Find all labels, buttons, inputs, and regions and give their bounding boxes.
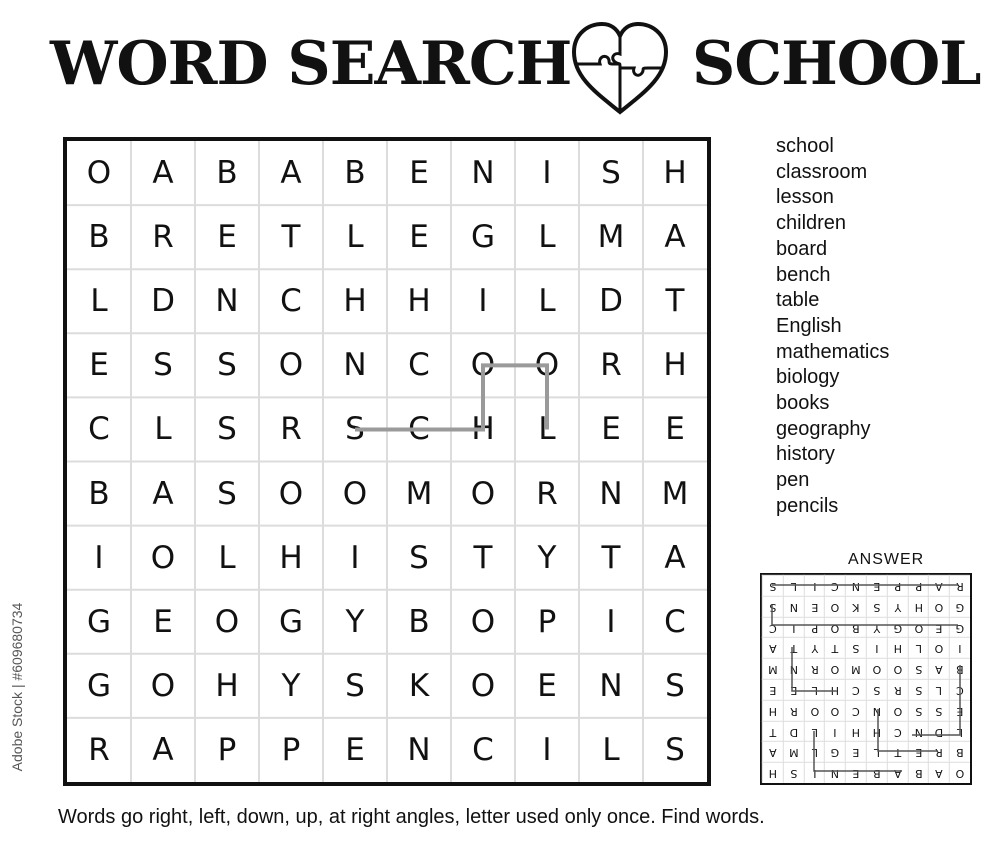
- grid-cell[interactable]: Y: [537, 539, 557, 576]
- answer-cell: E: [783, 679, 804, 700]
- answer-cell: N: [908, 721, 929, 742]
- word-list-item: school: [776, 135, 834, 157]
- answer-cell: R: [804, 658, 825, 679]
- grid-cell[interactable]: B: [408, 603, 430, 640]
- grid-cell[interactable]: O: [470, 347, 496, 384]
- grid-cell[interactable]: G: [86, 603, 112, 640]
- answer-cell: G: [887, 617, 908, 638]
- grid-cell[interactable]: E: [537, 667, 557, 704]
- grid-cell[interactable]: R: [152, 219, 174, 256]
- answer-cell: T: [762, 721, 783, 742]
- grid-cell[interactable]: L: [602, 731, 620, 768]
- answer-cell: I: [949, 637, 970, 658]
- answer-cell: O: [887, 658, 908, 679]
- grid-cell[interactable]: H: [471, 411, 495, 448]
- grid-cell[interactable]: T: [473, 539, 493, 576]
- answer-cell: I: [824, 721, 845, 742]
- grid-cell[interactable]: G: [470, 219, 496, 256]
- grid-cell[interactable]: A: [152, 731, 174, 768]
- answer-cell: L: [928, 679, 949, 700]
- grid-cell[interactable]: S: [409, 539, 429, 576]
- answer-cell: I: [783, 617, 804, 638]
- grid-cell[interactable]: E: [89, 347, 109, 384]
- word-list-item: pencils: [776, 494, 839, 517]
- word-list-item: lesson: [776, 186, 834, 209]
- grid-cell[interactable]: A: [664, 219, 686, 256]
- answer-cell: H: [762, 762, 783, 783]
- answer-cell: N: [845, 575, 866, 596]
- grid-cell[interactable]: L: [538, 219, 556, 256]
- grid-cell[interactable]: I: [542, 731, 552, 768]
- grid-cell[interactable]: A: [280, 155, 302, 192]
- grid-cell[interactable]: R: [536, 475, 558, 512]
- title-school: SCHOOL: [692, 29, 981, 99]
- grid-cell[interactable]: L: [154, 411, 172, 448]
- answer-cell: G: [824, 741, 845, 762]
- grid-cell[interactable]: L: [538, 411, 556, 448]
- grid-cell[interactable]: E: [217, 219, 237, 256]
- grid-cell[interactable]: R: [600, 347, 622, 384]
- grid-cell[interactable]: K: [408, 667, 430, 704]
- answer-cell: E: [762, 679, 783, 700]
- answer-cell: S: [866, 679, 887, 700]
- grid-cell[interactable]: Y: [281, 667, 301, 704]
- answer-cell: O: [887, 700, 908, 721]
- grid-cell[interactable]: B: [344, 155, 366, 192]
- answer-cell: C: [845, 679, 866, 700]
- grid-cell[interactable]: O: [278, 347, 304, 384]
- grid-cell[interactable]: I: [94, 539, 104, 576]
- answer-cell: O: [866, 658, 887, 679]
- grid-cell[interactable]: L: [90, 283, 108, 320]
- answer-cell: H: [762, 700, 783, 721]
- grid-cell[interactable]: G: [278, 603, 304, 640]
- grid-cell[interactable]: A: [664, 539, 686, 576]
- grid-cell[interactable]: C: [664, 603, 686, 640]
- answer-cell: N: [824, 762, 845, 783]
- answer-cell: E: [845, 741, 866, 762]
- grid-cell[interactable]: I: [350, 539, 360, 576]
- grid-cell[interactable]: S: [665, 667, 685, 704]
- grid-cell[interactable]: C: [408, 411, 430, 448]
- word-list: [776, 134, 976, 520]
- grid-cell[interactable]: S: [665, 731, 685, 768]
- answer-cell: M: [845, 658, 866, 679]
- answer-cell: R: [887, 679, 908, 700]
- grid-cell[interactable]: I: [606, 603, 616, 640]
- answer-cell: H: [866, 721, 887, 742]
- word-list-item: mathematics: [776, 340, 890, 363]
- answer-grid: [760, 573, 972, 785]
- answer-cell: N: [866, 700, 887, 721]
- grid-cell[interactable]: C: [88, 411, 110, 448]
- grid-cell[interactable]: O: [470, 667, 496, 704]
- grid-cell[interactable]: P: [537, 603, 557, 640]
- answer-cell: O: [928, 596, 949, 617]
- answer-cell: E: [949, 700, 970, 721]
- grid-cell[interactable]: O: [534, 347, 560, 384]
- grid-cell[interactable]: T: [281, 219, 301, 256]
- answer-cell: C: [762, 617, 783, 638]
- grid-cell[interactable]: S: [153, 347, 173, 384]
- answer-cell: B: [949, 741, 970, 762]
- grid-cell[interactable]: N: [599, 667, 623, 704]
- grid-cell[interactable]: N: [407, 731, 431, 768]
- answer-cell: C: [845, 700, 866, 721]
- answer-cell: R: [928, 741, 949, 762]
- grid-cell[interactable]: M: [597, 219, 625, 256]
- answer-cell: N: [783, 596, 804, 617]
- grid-cell[interactable]: M: [661, 475, 689, 512]
- answer-cell: M: [762, 658, 783, 679]
- word-search-grid: [63, 137, 711, 786]
- answer-cell: E: [908, 741, 929, 762]
- answer-cell: O: [824, 700, 845, 721]
- puzzle-heart-icon: [568, 18, 672, 118]
- word-list-item: children: [776, 212, 847, 235]
- answer-cell: B: [845, 617, 866, 638]
- grid-cell[interactable]: S: [601, 155, 621, 192]
- grid-cell[interactable]: S: [217, 347, 237, 384]
- answer-cell: C: [887, 721, 908, 742]
- grid-cell[interactable]: O: [150, 539, 176, 576]
- answer-cell: N: [783, 658, 804, 679]
- stock-watermark: Adobe Stock | #609680734: [9, 602, 25, 772]
- grid-cell[interactable]: B: [216, 155, 238, 192]
- grid-cell[interactable]: H: [215, 667, 239, 704]
- answer-cell: P: [908, 575, 929, 596]
- grid-cell[interactable]: C: [408, 347, 430, 384]
- grid-cell[interactable]: P: [217, 731, 237, 768]
- answer-cell: A: [762, 741, 783, 762]
- answer-cell: T: [824, 637, 845, 658]
- answer-cell: T: [783, 637, 804, 658]
- grid-cell[interactable]: T: [601, 539, 621, 576]
- grid-cell[interactable]: R: [88, 731, 110, 768]
- answer-letter-grid: [762, 575, 970, 783]
- answer-cell: A: [887, 762, 908, 783]
- grid-cell[interactable]: L: [538, 283, 556, 320]
- answer-cell: R: [949, 575, 970, 596]
- answer-cell: E: [866, 575, 887, 596]
- answer-cell: B: [908, 762, 929, 783]
- answer-cell: S: [762, 575, 783, 596]
- word-list-item: history: [776, 443, 835, 466]
- letter-grid: [67, 141, 707, 782]
- grid-cell[interactable]: L: [346, 219, 364, 256]
- grid-cell[interactable]: S: [217, 475, 237, 512]
- grid-cell[interactable]: P: [281, 731, 301, 768]
- answer-cell: I: [804, 575, 825, 596]
- answer-cell: H: [824, 679, 845, 700]
- answer-label: ANSWER: [848, 551, 925, 568]
- answer-cell: O: [824, 658, 845, 679]
- grid-cell[interactable]: O: [342, 475, 368, 512]
- word-list-item: classroom: [776, 160, 868, 183]
- answer-cell: O: [949, 762, 970, 783]
- grid-cell[interactable]: I: [542, 155, 552, 192]
- grid-cell[interactable]: E: [409, 219, 429, 256]
- answer-cell: T: [887, 741, 908, 762]
- answer-cell: S: [845, 637, 866, 658]
- answer-cell: L: [949, 721, 970, 742]
- answer-cell: G: [949, 596, 970, 617]
- answer-cell: P: [887, 575, 908, 596]
- answer-cell: E: [804, 596, 825, 617]
- answer-cell: S: [908, 679, 929, 700]
- grid-cell[interactable]: S: [217, 411, 237, 448]
- answer-cell: H: [845, 721, 866, 742]
- grid-cell[interactable]: I: [478, 283, 488, 320]
- answer-cell: A: [928, 575, 949, 596]
- grid-cell[interactable]: O: [214, 603, 240, 640]
- answer-cell: Y: [887, 596, 908, 617]
- grid-cell[interactable]: L: [218, 539, 236, 576]
- answer-cell: Y: [866, 617, 887, 638]
- grid-cell[interactable]: O: [150, 667, 176, 704]
- answer-cell: I: [804, 762, 825, 783]
- grid-cell[interactable]: A: [152, 155, 174, 192]
- word-list-item: geography: [776, 417, 871, 440]
- answer-cell: O: [804, 700, 825, 721]
- grid-cell[interactable]: H: [407, 283, 431, 320]
- answer-cell: S: [783, 762, 804, 783]
- answer-cell: L: [804, 741, 825, 762]
- answer-cell: M: [783, 741, 804, 762]
- answer-cell: G: [949, 617, 970, 638]
- grid-cell[interactable]: R: [280, 411, 302, 448]
- answer-cell: A: [928, 762, 949, 783]
- grid-cell[interactable]: S: [345, 667, 365, 704]
- answer-cell: A: [762, 637, 783, 658]
- answer-cell: C: [824, 575, 845, 596]
- grid-cell[interactable]: E: [601, 411, 621, 448]
- answer-cell: Y: [804, 637, 825, 658]
- answer-cell: L: [866, 741, 887, 762]
- grid-cell[interactable]: T: [665, 283, 685, 320]
- grid-cell[interactable]: A: [152, 475, 174, 512]
- grid-cell[interactable]: G: [86, 667, 112, 704]
- grid-cell[interactable]: S: [345, 411, 365, 448]
- grid-cell[interactable]: N: [215, 283, 239, 320]
- answer-cell: K: [845, 596, 866, 617]
- answer-cell: B: [949, 658, 970, 679]
- word-list-item: bench: [776, 263, 831, 286]
- grid-cell[interactable]: C: [280, 283, 302, 320]
- word-list-item: biology: [776, 366, 840, 389]
- grid-cell[interactable]: O: [86, 155, 112, 192]
- grid-cell[interactable]: Y: [345, 603, 365, 640]
- word-list-item: English: [776, 314, 842, 337]
- answer-cell: L: [783, 575, 804, 596]
- grid-cell[interactable]: B: [88, 219, 110, 256]
- grid-cell[interactable]: B: [88, 475, 110, 512]
- answer-cell: O: [824, 617, 845, 638]
- answer-cell: P: [804, 617, 825, 638]
- answer-cell: S: [908, 700, 929, 721]
- word-list-item: board: [776, 237, 828, 260]
- grid-cell[interactable]: O: [470, 603, 496, 640]
- grid-cell[interactable]: N: [599, 475, 623, 512]
- answer-cell: O: [928, 637, 949, 658]
- grid-cell[interactable]: H: [279, 539, 303, 576]
- answer-cell: S: [866, 596, 887, 617]
- answer-cell: D: [783, 721, 804, 742]
- answer-cell: R: [783, 700, 804, 721]
- grid-cell[interactable]: O: [278, 475, 304, 512]
- answer-cell: O: [824, 596, 845, 617]
- grid-cell[interactable]: E: [153, 603, 173, 640]
- grid-cell[interactable]: O: [470, 475, 496, 512]
- answer-cell: H: [887, 637, 908, 658]
- grid-cell[interactable]: N: [343, 347, 367, 384]
- answer-cell: H: [908, 596, 929, 617]
- word-list-item: books: [776, 392, 830, 415]
- answer-cell: L: [908, 637, 929, 658]
- answer-cell: S: [762, 596, 783, 617]
- answer-cell: C: [949, 679, 970, 700]
- grid-cell[interactable]: E: [665, 411, 685, 448]
- answer-cell: I: [866, 637, 887, 658]
- grid-cell[interactable]: H: [663, 347, 687, 384]
- grid-cell[interactable]: H: [343, 283, 367, 320]
- answer-cell: D: [928, 721, 949, 742]
- grid-cell[interactable]: E: [409, 155, 429, 192]
- answer-cell: S: [928, 700, 949, 721]
- grid-cell[interactable]: H: [663, 155, 687, 192]
- word-list-item: pen: [776, 469, 810, 492]
- grid-cell[interactable]: N: [471, 155, 495, 192]
- instructions-text: Words go right, left, down, up, at right angles, letter used only once. Find words.: [58, 806, 765, 828]
- word-list-item: table: [776, 289, 820, 312]
- answer-cell: L: [804, 679, 825, 700]
- grid-cell[interactable]: D: [151, 283, 175, 320]
- grid-cell[interactable]: E: [345, 731, 365, 768]
- grid-cell[interactable]: M: [405, 475, 433, 512]
- grid-cell[interactable]: C: [472, 731, 494, 768]
- answer-cell: O: [908, 617, 929, 638]
- answer-cell: E: [845, 762, 866, 783]
- answer-cell: A: [928, 658, 949, 679]
- answer-cell: E: [928, 617, 949, 638]
- grid-cell[interactable]: D: [599, 283, 623, 320]
- answer-cell: B: [866, 762, 887, 783]
- title-word-search: WORD SEARCH: [50, 29, 572, 99]
- answer-cell: S: [908, 658, 929, 679]
- answer-cell: L: [804, 721, 825, 742]
